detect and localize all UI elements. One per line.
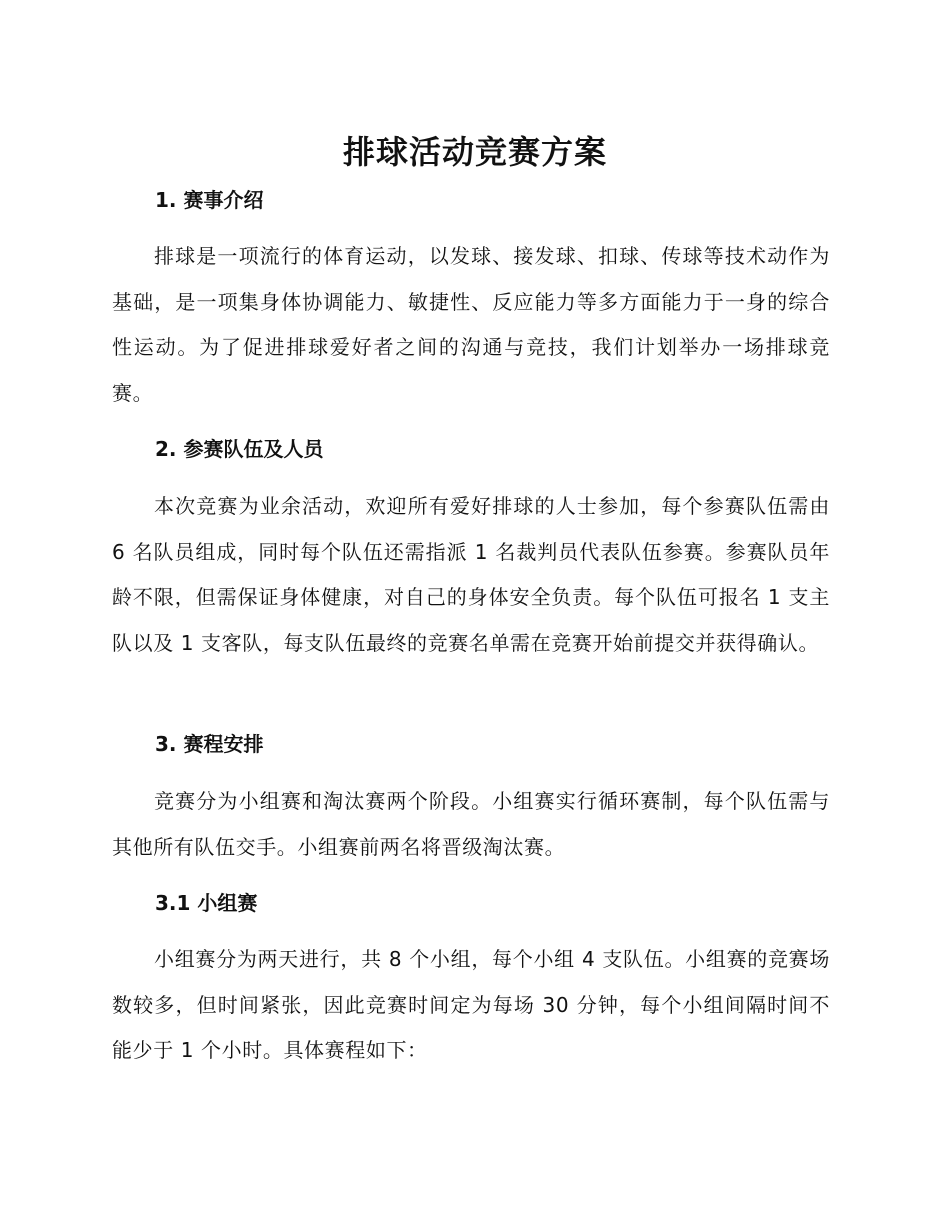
section-heading-group-stage: 3.1 小组赛 [155,891,258,915]
section-paragraph-intro: 排球是一项流行的体育运动，以发球、接发球、扣球、传球等技术动作为基础，是一项集身体协调能力、敏捷性、反应能力等多方面能力于一身的综合性运动。为了促进排球爱好者之间的沟通与竞技，我们计划举办一场排球竞赛。 [112,244,830,405]
section-paragraph-group-stage: 小组赛分为两天进行，共 8 个小组，每个小组 4 支队伍。小组赛的竞赛场数较多，但时间紧张，因此竞赛时间定为每场 30 分钟，每个小组间隔时间不能少于 1 个小时。具体赛程如下： [112,947,830,1062]
section-heading-schedule: 3. 赛程安排 [155,732,264,756]
section-paragraph-schedule: 竞赛分为小组赛和淘汰赛两个阶段。小组赛实行循环赛制，每个队伍需与其他所有队伍交手。小组赛前两名将晋级淘汰赛。 [112,789,830,859]
section-heading-teams: 2. 参赛队伍及人员 [155,437,324,461]
section-heading-intro: 1. 赛事介绍 [155,188,264,212]
document-title: 排球活动竞赛方案 [342,133,607,171]
section-paragraph-teams: 本次竞赛为业余活动，欢迎所有爱好排球的人士参加，每个参赛队伍需由 6 名队员组成，同时每个队伍还需指派 1 名裁判员代表队伍参赛。参赛队员年龄不限，但需保证身体健康，对自己的身体安全负责。每个队伍可报名 1 支主队以及 1 支客队，每支队伍最终的竞赛名单需在竞赛开始前提交并获得确认。 [112,494,830,655]
